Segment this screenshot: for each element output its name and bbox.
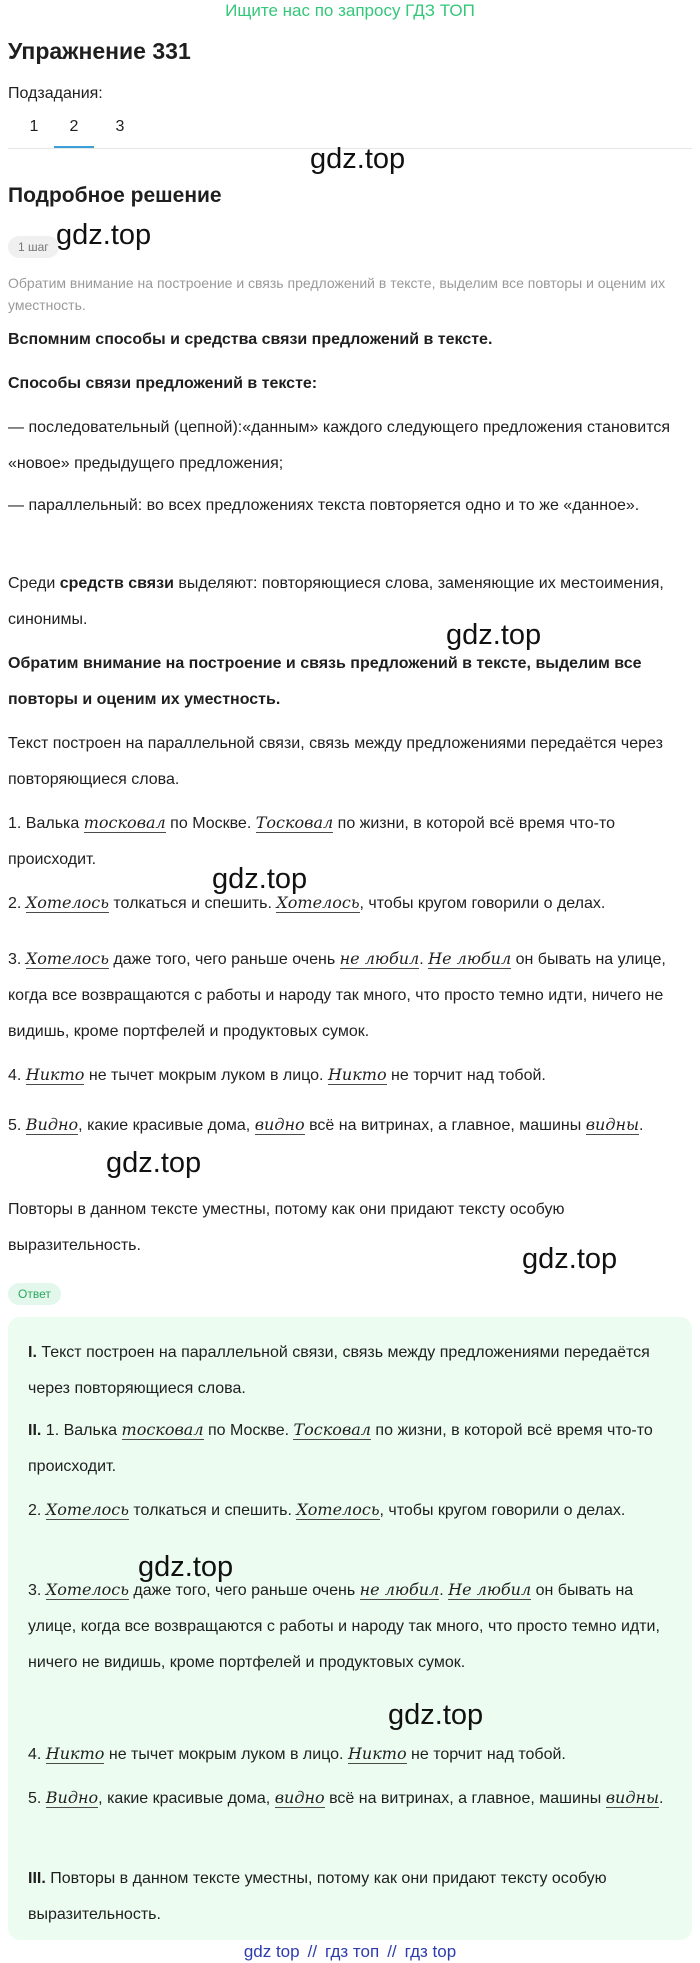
footer-separator: // xyxy=(387,1942,397,1961)
watermark: gdz.top xyxy=(138,1551,234,1583)
repeat-word: Тосковал xyxy=(293,1420,371,1439)
repeat-word: Не любил xyxy=(448,1580,532,1599)
answer-part-2: II. 1. Валька тосковал по Москве. Тосковал по жизни, в которой всё время что-то происходит. xyxy=(28,1420,653,1475)
watermark: gdz.top xyxy=(310,143,406,175)
tab-1[interactable]: 1 xyxy=(29,118,39,135)
repeat-word: Хотелось xyxy=(45,1500,129,1519)
watermark: gdz.top xyxy=(106,1147,202,1179)
repeat-word: не любил xyxy=(359,1580,440,1599)
repeat-word: Видно xyxy=(25,1115,79,1134)
paragraph-conclusion: Повторы в данном тексте уместны, потому как они придают тексту особую выразительность. xyxy=(8,1201,565,1254)
sentence-2: 2. Хотелось толкаться и спешить. Хотелось, чтобы кругом говорили о делах. xyxy=(8,893,606,912)
sentence-5: 5. Видно, какие красивые дома, видно всё на витринах, а главное, машины видны. xyxy=(8,1115,644,1134)
footer-link-gdz-top-ru[interactable]: гдз топ xyxy=(325,1942,380,1961)
subtasks-label: Подзадания: xyxy=(8,85,103,102)
watermark: gdz.top xyxy=(522,1243,618,1275)
answer-box xyxy=(8,1317,692,1940)
repeat-word: тосковал xyxy=(83,813,166,832)
repeat-word: Не любил xyxy=(428,949,512,968)
solution-title: Подробное решение xyxy=(8,184,222,207)
search-banner[interactable]: Ищите нас по запросу ГДЗ ТОП xyxy=(225,1,475,20)
watermark: gdz.top xyxy=(56,219,152,251)
answer-sentence-4: 4. Никто не тычет мокрым луком в лицо. Никто не торчит над тобой. xyxy=(28,1744,566,1763)
footer-link-gdz-top-mixed[interactable]: гдз top xyxy=(404,1942,457,1961)
tab-2[interactable]: 2 xyxy=(54,116,94,148)
sentence-1: 1. Валька тосковал по Москве. Тосковал по жизни, в которой всё время что-то происходит. xyxy=(8,813,616,868)
paragraph-methods-heading: Способы связи предложений в тексте: xyxy=(8,375,318,392)
repeat-word: Никто xyxy=(327,1065,387,1084)
paragraph-attention: Обратим внимание на построение и связь предложений в тексте, выделим все повторы и оценим их уместность. xyxy=(8,655,642,708)
answer-part-3: III. Повторы в данном тексте уместны, потому как они придают тексту особую выразительность. xyxy=(28,1870,607,1923)
watermark: gdz.top xyxy=(212,863,308,895)
watermark: gdz.top xyxy=(446,619,542,651)
paragraph-recall: Вспомним способы и средства связи предложений в тексте. xyxy=(8,331,493,348)
answer-part-1: I. Текст построен на параллельной связи, связь между предложениями передаётся через повторяющиеся слова. xyxy=(28,1344,650,1397)
paragraph-parallel: — параллельный: во всех предложениях текста повторяется одно и то же «данное». xyxy=(8,497,640,514)
repeat-word: Хотелось xyxy=(296,1500,380,1519)
step-intro: Обратим внимание на построение и связь предложений в тексте, выделим все повторы и оценим их уместность. xyxy=(8,275,666,313)
step-badge: 1 шаг xyxy=(8,236,59,258)
answer-badge: Ответ xyxy=(8,1283,61,1305)
paragraph-sequential: — последовательный (цепной):«данным» каждого следующего предложения становится «новое» предыдущего предложения; xyxy=(8,419,671,472)
repeat-word: видно xyxy=(254,1115,305,1134)
repeat-word: Хотелось xyxy=(45,1580,129,1599)
footer-links xyxy=(0,1942,700,1962)
paragraph-means: Среди средств связи выделяют: повторяющиеся слова, заменяющие их местоимения, синонимы. xyxy=(8,575,664,628)
paragraph-text-built: Текст построен на параллельной связи, связь между предложениями передаётся через повторяющиеся слова. xyxy=(8,735,663,788)
tab-3[interactable]: 3 xyxy=(115,118,125,135)
repeat-word: Видно xyxy=(45,1788,99,1807)
repeat-word: не любил xyxy=(339,949,420,968)
repeat-word: Хотелось xyxy=(276,893,360,912)
footer-separator: // xyxy=(307,1942,318,1961)
repeat-word: Никто xyxy=(45,1744,105,1763)
watermark: gdz.top xyxy=(388,1699,484,1731)
repeat-word: Хотелось xyxy=(25,949,109,968)
answer-sentence-5: 5. Видно, какие красивые дома, видно всё на витринах, а главное, машины видны. xyxy=(28,1788,664,1807)
repeat-word: видно xyxy=(274,1788,325,1807)
repeat-word: Никто xyxy=(347,1744,407,1763)
repeat-word: Тосковал xyxy=(255,813,334,832)
repeat-word: Никто xyxy=(25,1065,85,1084)
sentence-3: 3. Хотелось даже того, чего раньше очень не любил. Не любил он бывать на улице, когда все возвращаются с работы и народу так много, что просто темно идти, ничего не видишь, кроме портфелей и продуктовых сумок. xyxy=(8,949,666,1040)
repeat-word: тосковал xyxy=(121,1420,204,1439)
answer-sentence-2: 2. Хотелось толкаться и спешить. Хотелось, чтобы кругом говорили о делах. xyxy=(28,1500,626,1519)
repeat-word: видны xyxy=(585,1115,640,1134)
sentence-4: 4. Никто не тычет мокрым луком в лицо. Никто не торчит над тобой. xyxy=(8,1065,546,1084)
repeat-word: видны xyxy=(605,1788,660,1807)
footer-link-gdz-top[interactable]: gdz top xyxy=(243,1942,300,1961)
page-title: Упражнение 331 xyxy=(8,38,191,64)
repeat-word: Хотелось xyxy=(25,893,109,912)
answer-sentence-3: 3. Хотелось даже того, чего раньше очень не любил. Не любил он бывать на улице, когда все возвращаются с работы и народу так много, что просто темно идти, ничего не видишь, кроме портфелей и продуктовых сумок. xyxy=(28,1580,660,1671)
